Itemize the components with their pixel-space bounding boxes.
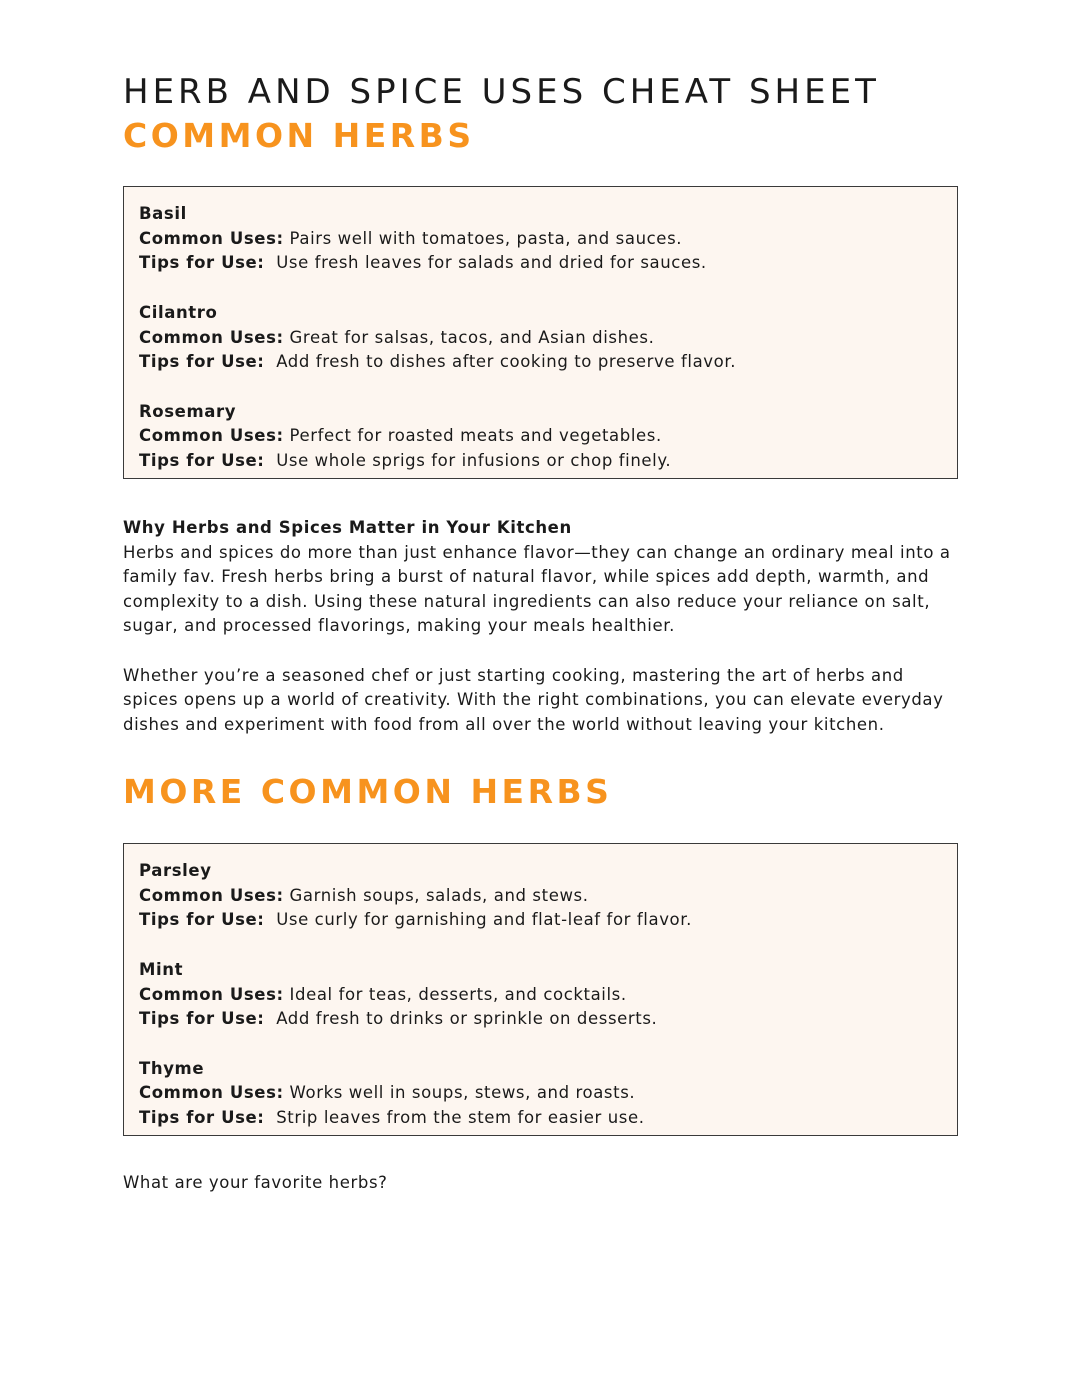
tips-row	[139, 350, 942, 375]
common-uses-label: Common Uses:	[139, 327, 284, 347]
tips-label: Tips for Use:	[139, 1009, 265, 1029]
common-uses-label: Common Uses:	[139, 228, 284, 248]
herb-entry-cilantro	[139, 301, 942, 375]
intro-paragraph-2: Whether you’re a seasoned chef or just starting cooking, mastering the art of herbs and spices opens up a world of creativity. With the right combinations, you can elevate everyday dishes and experiment with food from all over the world without leaving your kitchen.	[123, 665, 944, 734]
section-heading-more-common-herbs: MORE COMMON HERBS	[123, 772, 613, 811]
more-common-herbs-box	[123, 843, 958, 1136]
common-uses-row	[139, 424, 942, 449]
tips-text: Strip leaves from the stem for easier use.	[276, 1108, 645, 1127]
common-uses-text: Garnish soups, salads, and stews.	[289, 885, 589, 905]
common-uses-label: Common Uses:	[139, 885, 284, 905]
common-uses-label: Common Uses:	[139, 426, 284, 446]
herb-name: Rosemary	[139, 401, 237, 421]
title-block	[123, 70, 880, 114]
herb-entry-rosemary	[139, 400, 942, 474]
common-uses-text: Ideal for teas, desserts, and cocktails.	[289, 984, 627, 1004]
page-title: HERB AND SPICE USES CHEAT SHEET	[123, 72, 880, 112]
tips-label: Tips for Use:	[139, 253, 265, 273]
tips-row	[139, 1007, 942, 1032]
intro-section	[123, 516, 958, 737]
herb-entry-thyme	[139, 1057, 942, 1131]
common-uses-label: Common Uses:	[139, 984, 284, 1004]
intro-paragraph-1: Herbs and spices do more than just enhance flavor—they can change an ordinary meal into a family fav. Fresh herbs bring a burst of natural flavor, while spices add depth, warmth, and complexity to a dish. Using these natural ingredients can also reduce your reliance on salt, sugar, and processed flavorings, making your meals healthier.	[123, 542, 951, 636]
tips-row	[139, 908, 942, 933]
tips-text: Add fresh to dishes after cooking to preserve flavor.	[276, 352, 737, 372]
herb-entry-mint	[139, 958, 942, 1032]
tips-label: Tips for Use:	[139, 910, 265, 930]
common-herbs-box	[123, 186, 958, 479]
common-uses-text: Pairs well with tomatoes, pasta, and sauces.	[289, 228, 683, 248]
common-uses-row	[139, 326, 942, 351]
intro-heading: Why Herbs and Spices Matter in Your Kitchen	[123, 518, 572, 537]
tips-text: Use whole sprigs for infusions or chop finely.	[276, 451, 672, 470]
tips-label: Tips for Use:	[139, 352, 265, 372]
tips-label: Tips for Use:	[139, 451, 265, 470]
tips-row	[139, 1106, 942, 1131]
herb-entry-basil	[139, 202, 942, 276]
closing-question: What are your favorite herbs?	[123, 1173, 388, 1192]
common-uses-text: Great for salsas, tacos, and Asian dishes.	[289, 327, 655, 347]
section-heading-common-herbs: COMMON HERBS	[123, 116, 475, 155]
tips-text: Use fresh leaves for salads and dried for sauces.	[276, 253, 707, 273]
tips-text: Use curly for garnishing and flat-leaf for flavor.	[276, 910, 692, 930]
tips-text: Add fresh to drinks or sprinkle on desserts.	[276, 1009, 658, 1029]
common-uses-text: Perfect for roasted meats and vegetables.	[289, 426, 662, 446]
tips-label: Tips for Use:	[139, 1108, 265, 1127]
herb-name: Mint	[139, 959, 184, 979]
common-uses-row	[139, 884, 942, 909]
common-uses-text: Works well in soups, stews, and roasts.	[289, 1083, 636, 1103]
tips-row	[139, 251, 942, 276]
herb-name: Thyme	[139, 1058, 205, 1078]
herb-name: Basil	[139, 204, 187, 223]
common-uses-row	[139, 227, 942, 252]
herb-name: Cilantro	[139, 302, 218, 322]
common-uses-label: Common Uses:	[139, 1083, 284, 1103]
common-uses-row	[139, 1081, 942, 1106]
common-uses-row	[139, 983, 942, 1008]
tips-row	[139, 449, 942, 474]
herb-entry-parsley	[139, 859, 942, 933]
herb-name: Parsley	[139, 861, 212, 880]
